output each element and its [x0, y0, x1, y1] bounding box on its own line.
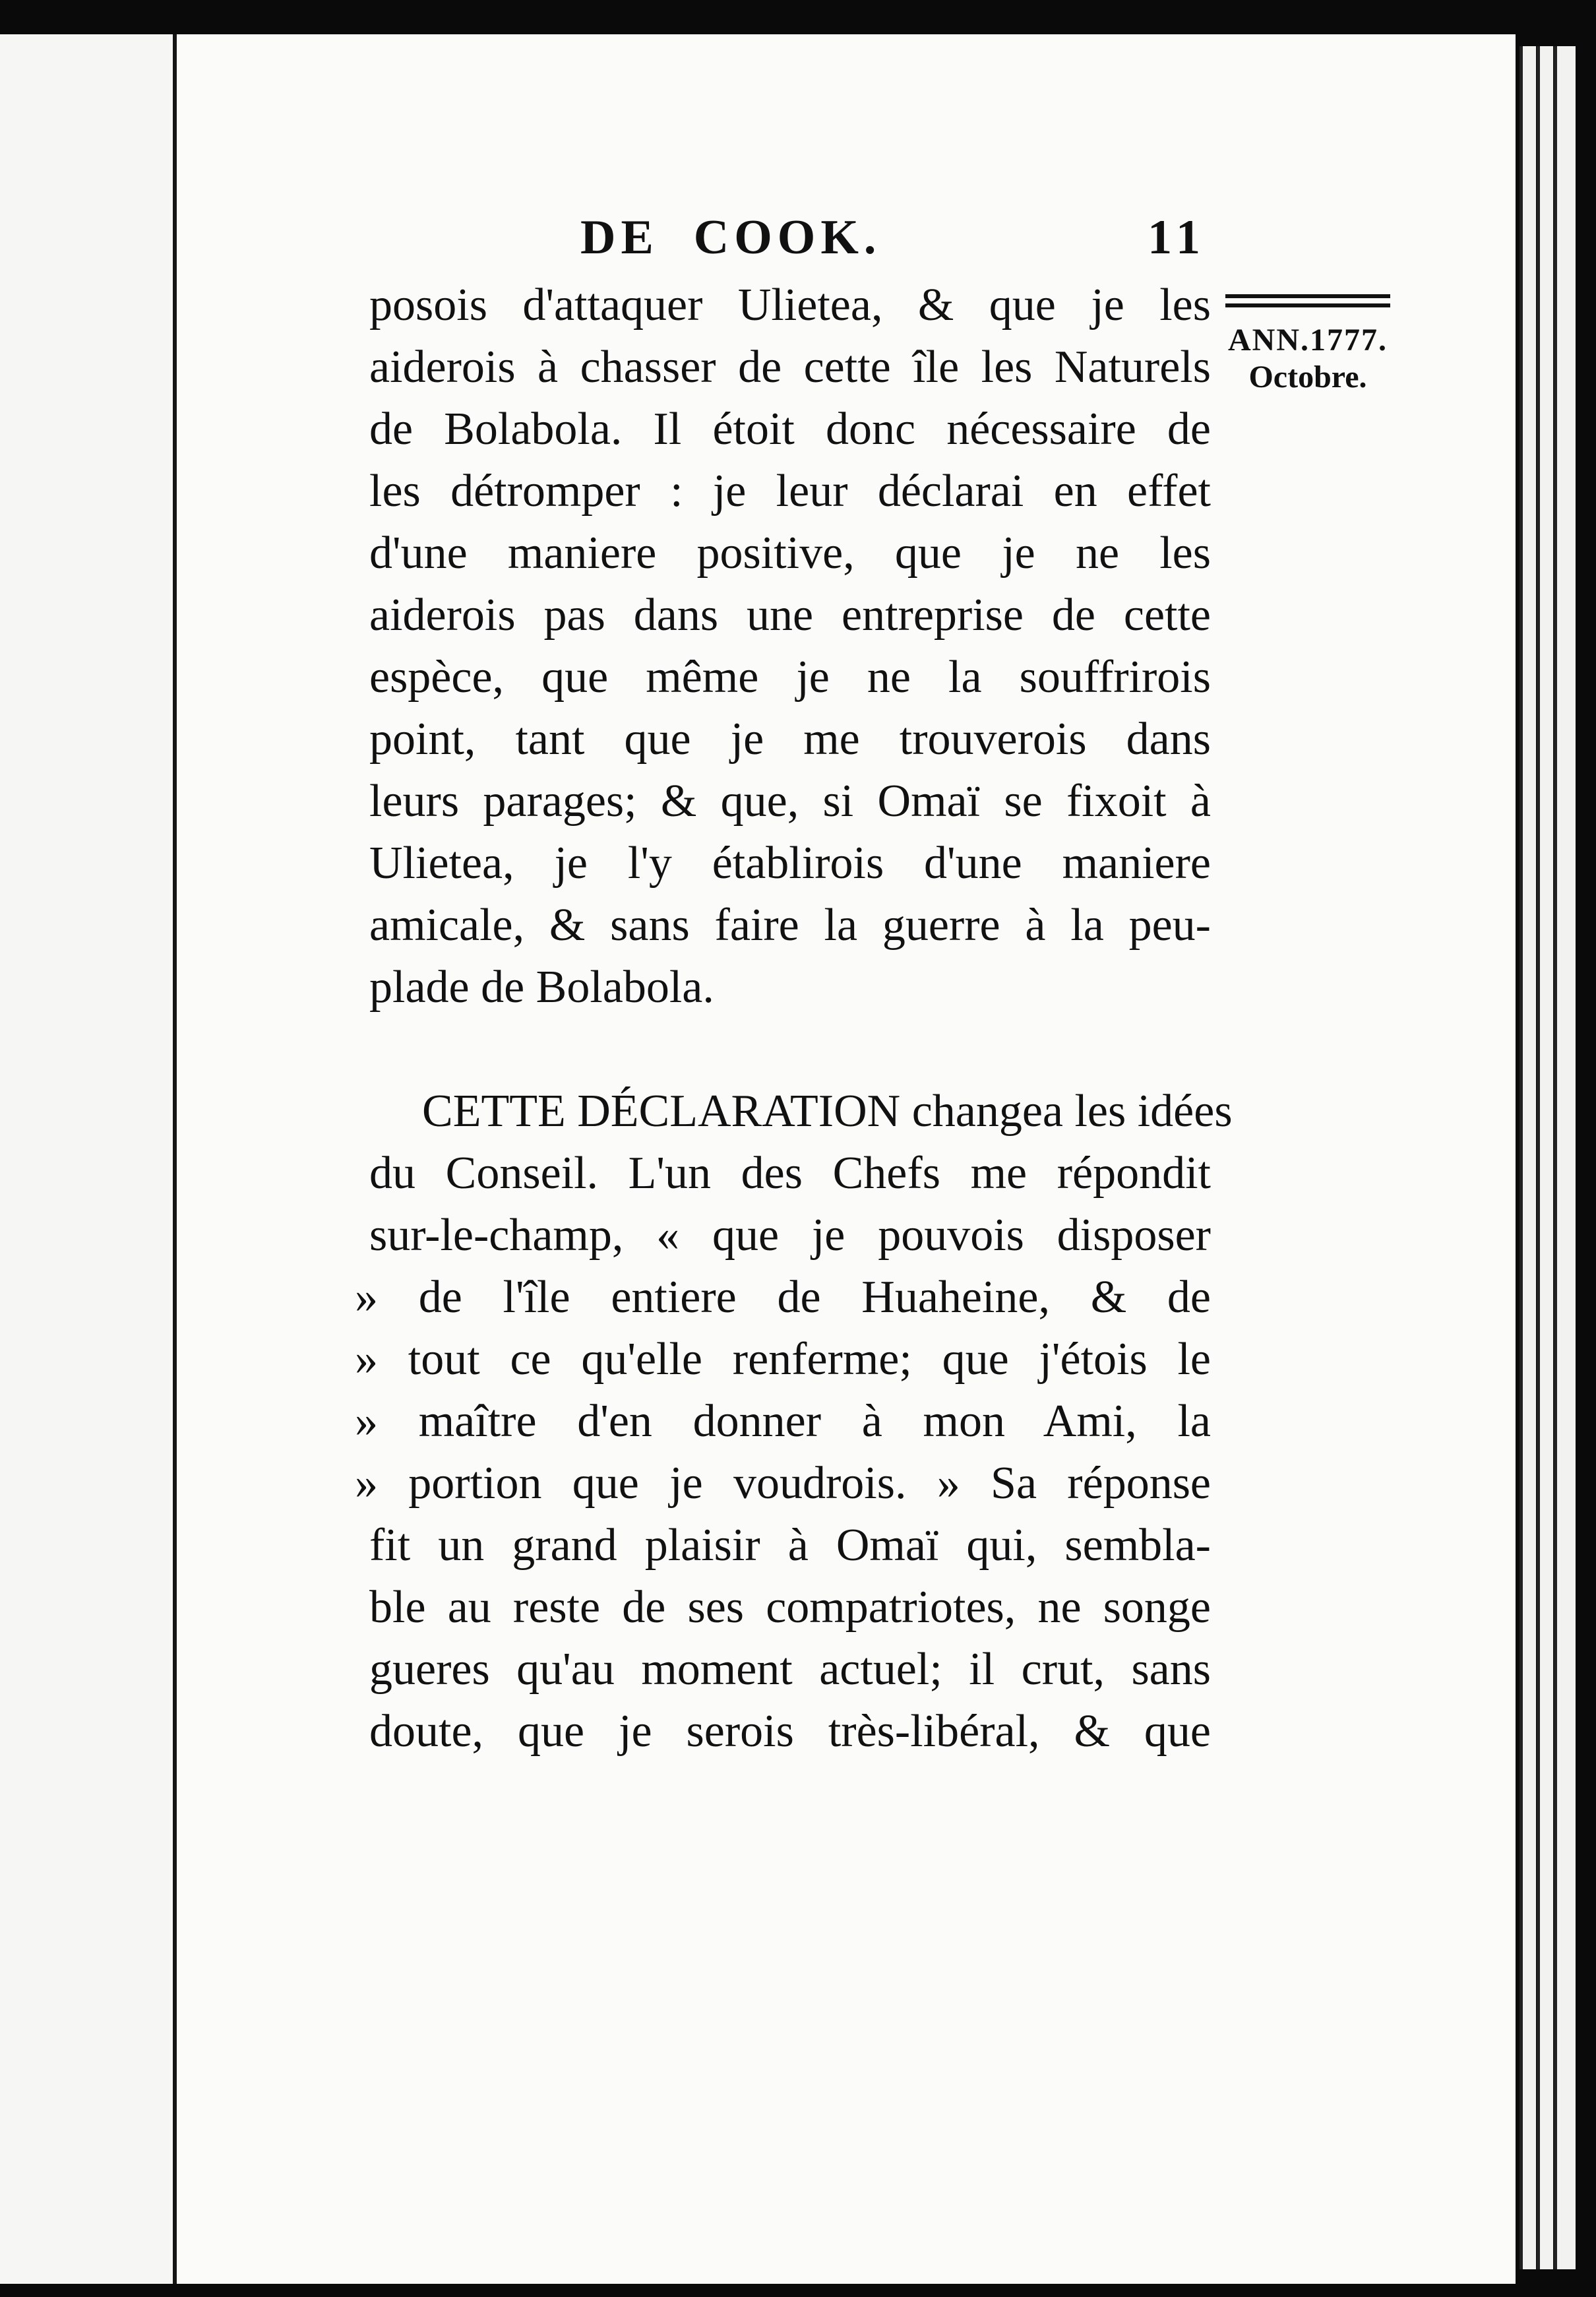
page-edge	[1537, 46, 1553, 2269]
text-line: de Bolabola. Il étoit donc nécessaire de	[369, 404, 1211, 455]
page-edge	[1554, 46, 1576, 2269]
page-edge	[1519, 46, 1536, 2269]
text-line: » portion que je voudrois. » Sa réponse	[355, 1458, 1211, 1509]
margin-note-month: Octobre.	[1248, 360, 1367, 394]
text-line: d'une maniere positive, que je ne les	[369, 528, 1211, 579]
text-line: gueres qu'au moment actuel; il crut, sans	[369, 1644, 1211, 1695]
text-line: sur-le-champ, « que je pouvois disposer	[369, 1210, 1211, 1261]
running-head-title: DE COOK.	[580, 210, 882, 265]
text-line: les détromper : je leur déclarai en effet	[369, 466, 1211, 517]
text-line: » tout ce qu'elle renferme; que j'étois le	[355, 1334, 1211, 1385]
page-number: 11	[1148, 210, 1207, 265]
text-line: du Conseil. L'un des Chefs me répondit	[369, 1148, 1211, 1199]
text-line: » de l'île entiere de Huaheine, & de	[355, 1272, 1211, 1323]
text-line: espèce, que même je ne la souffrirois	[369, 652, 1211, 703]
text-line: ble au reste de ses compatriotes, ne songe	[369, 1582, 1211, 1633]
text-line: leurs parages; & que, si Omaï se fixoit à	[369, 776, 1211, 827]
paragraph-gap	[369, 1019, 1211, 1081]
text-line: plade de Bolabola.	[369, 962, 714, 1013]
text-line: posois d'attaquer Ulietea, & que je les	[369, 280, 1211, 330]
text-line: point, tant que je me trouverois dans	[369, 714, 1211, 765]
text-line: amicale, & sans faire la guerre à la peu-	[369, 900, 1211, 951]
margin-note	[1225, 294, 1390, 396]
margin-note-year: ANN.1777.	[1228, 323, 1388, 358]
text-line: aiderois pas dans une entreprise de cette	[369, 590, 1211, 641]
double-rule-divider	[1225, 294, 1390, 307]
text-line: Ulietea, je l'y établirois d'une maniere	[369, 838, 1211, 889]
text-line: » maître d'en donner à mon Ami, la	[355, 1396, 1211, 1447]
body-text	[355, 274, 1233, 1763]
text-line: CETTE DÉCLARATION changea les idées	[422, 1086, 1233, 1137]
text-line: aiderois à chasser de cette île les Naturels	[369, 342, 1211, 393]
text-line: doute, que je serois très-libéral, & que	[369, 1706, 1211, 1757]
running-head	[580, 210, 1207, 269]
previous-page-edge	[0, 34, 177, 2284]
text-line: fit un grand plaisir à Omaï qui, sembla-	[369, 1520, 1211, 1571]
